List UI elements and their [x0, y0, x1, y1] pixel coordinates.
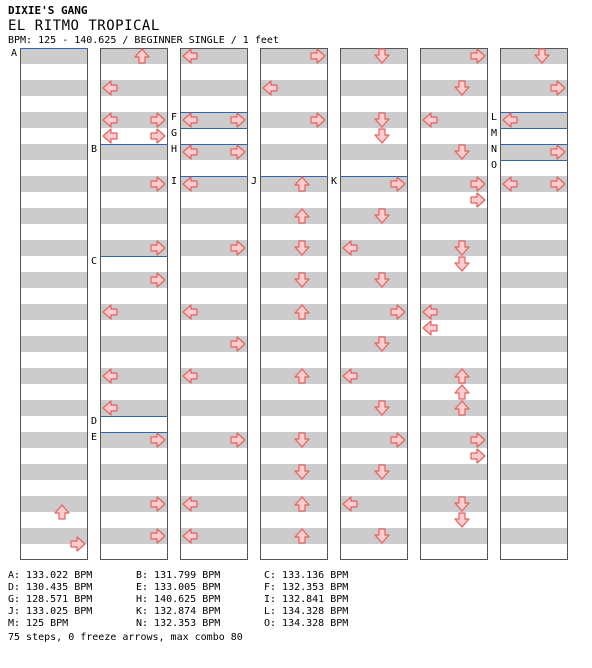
beat-stripe: [420, 400, 488, 416]
beat-stripe: [100, 144, 168, 160]
bpm-legend-entry: E: 133.005 BPM: [136, 582, 221, 593]
beat-stripe: [500, 48, 568, 64]
bpm-change-label: G: [171, 128, 178, 139]
beat-stripe: [20, 112, 88, 128]
beat-stripe: [100, 208, 168, 224]
beat-stripe: [420, 272, 488, 288]
beat-stripe: [340, 336, 408, 352]
beat-stripe: [500, 528, 568, 544]
beat-stripe: [260, 336, 328, 352]
beat-stripe: [20, 48, 88, 64]
beat-stripe: [20, 144, 88, 160]
beat-stripe: [260, 464, 328, 480]
beat-stripe: [340, 48, 408, 64]
beat-stripe: [20, 80, 88, 96]
bpm-change-label: E: [91, 432, 98, 443]
beat-stripe: [500, 272, 568, 288]
beat-stripe: [420, 80, 488, 96]
bpm-legend-entry: A: 133.022 BPM: [8, 570, 93, 581]
beat-stripe: [340, 112, 408, 128]
beat-stripe: [260, 528, 328, 544]
bpm-legend-entry: H: 140.625 BPM: [136, 594, 221, 605]
bpm-legend-entry: K: 132.874 BPM: [136, 606, 221, 617]
beat-stripe: [500, 400, 568, 416]
beat-stripe: [260, 368, 328, 384]
beat-stripe: [420, 208, 488, 224]
beat-stripe: [420, 336, 488, 352]
bpm-legend-entry: B: 131.799 BPM: [136, 570, 221, 581]
beat-stripe: [180, 272, 248, 288]
beat-stripe: [20, 464, 88, 480]
bpm-change-label: A: [11, 48, 18, 59]
bpm-change-label: B: [91, 144, 98, 155]
chart-column: [340, 48, 408, 560]
beat-stripe: [500, 368, 568, 384]
beat-stripe: [260, 176, 328, 192]
beat-stripe: [20, 432, 88, 448]
beat-stripe: [260, 304, 328, 320]
artist-name: DIXIE'S GANG: [8, 4, 88, 17]
beat-stripe: [420, 144, 488, 160]
step-summary: 75 steps, 0 freeze arrows, max combo 80: [8, 632, 243, 643]
bpm-legend-entry: G: 128.571 BPM: [8, 594, 93, 605]
beat-stripe: [420, 528, 488, 544]
bpm-legend-entry: I: 132.841 BPM: [264, 594, 349, 605]
beat-stripe: [420, 240, 488, 256]
bpm-change-label: F: [171, 112, 178, 123]
bpm-change-label: I: [171, 176, 178, 187]
bpm-change-label: D: [91, 416, 98, 427]
beat-stripe: [340, 80, 408, 96]
beat-stripe: [340, 528, 408, 544]
beat-stripe: [260, 496, 328, 512]
beat-stripe: [500, 304, 568, 320]
beat-stripe: [180, 208, 248, 224]
beat-stripe: [20, 208, 88, 224]
beat-stripe: [260, 272, 328, 288]
beat-stripe: [340, 400, 408, 416]
beat-stripe: [260, 400, 328, 416]
beat-stripe: [260, 144, 328, 160]
beat-stripe: [20, 336, 88, 352]
beat-stripe: [100, 464, 168, 480]
beat-stripe: [20, 496, 88, 512]
beat-stripe: [420, 464, 488, 480]
bpm-legend-entry: D: 130.435 BPM: [8, 582, 93, 593]
bpm-legend-entry: N: 132.353 BPM: [136, 618, 221, 629]
bpm-change-label: O: [491, 160, 498, 171]
beat-stripe: [340, 272, 408, 288]
beat-stripe: [180, 400, 248, 416]
bpm-change-label: K: [331, 176, 338, 187]
beat-stripe: [340, 464, 408, 480]
chart-meta: BPM: 125 - 140.625 / BEGINNER SINGLE / 1 feet: [8, 35, 279, 46]
beat-stripe: [260, 208, 328, 224]
beat-stripe: [500, 432, 568, 448]
beat-stripe: [260, 432, 328, 448]
beat-stripe: [500, 464, 568, 480]
bpm-change-label: C: [91, 256, 98, 267]
beat-stripe: [340, 144, 408, 160]
beat-stripe: [340, 208, 408, 224]
beat-stripe: [500, 208, 568, 224]
beat-stripe: [420, 496, 488, 512]
beat-stripe: [180, 80, 248, 96]
beat-stripe: [20, 368, 88, 384]
bpm-change-label: L: [491, 112, 498, 123]
bpm-change-label: N: [491, 144, 498, 155]
bpm-legend-entry: C: 133.136 BPM: [264, 570, 349, 581]
bpm-change-label: J: [251, 176, 258, 187]
beat-stripe: [20, 304, 88, 320]
beat-stripe: [20, 240, 88, 256]
bpm-change-label: H: [171, 144, 178, 155]
bpm-legend-entry: O: 134.328 BPM: [264, 618, 349, 629]
song-title: EL RITMO TROPICAL: [8, 18, 160, 34]
beat-stripe: [420, 368, 488, 384]
chart-column: [20, 48, 88, 560]
bpm-legend-entry: L: 134.328 BPM: [264, 606, 349, 617]
beat-stripe: [20, 176, 88, 192]
beat-stripe: [500, 496, 568, 512]
bpm-change-label: M: [491, 128, 498, 139]
beat-stripe: [20, 272, 88, 288]
beat-stripe: [500, 336, 568, 352]
bpm-legend-entry: M: 125 BPM: [8, 618, 69, 629]
beat-stripe: [100, 336, 168, 352]
bpm-legend-entry: F: 132.353 BPM: [264, 582, 349, 593]
beat-stripe: [260, 240, 328, 256]
bpm-legend-entry: J: 133.025 BPM: [8, 606, 93, 617]
beat-stripe: [180, 464, 248, 480]
beat-stripe: [100, 48, 168, 64]
beat-stripe: [20, 400, 88, 416]
beat-stripe: [500, 240, 568, 256]
